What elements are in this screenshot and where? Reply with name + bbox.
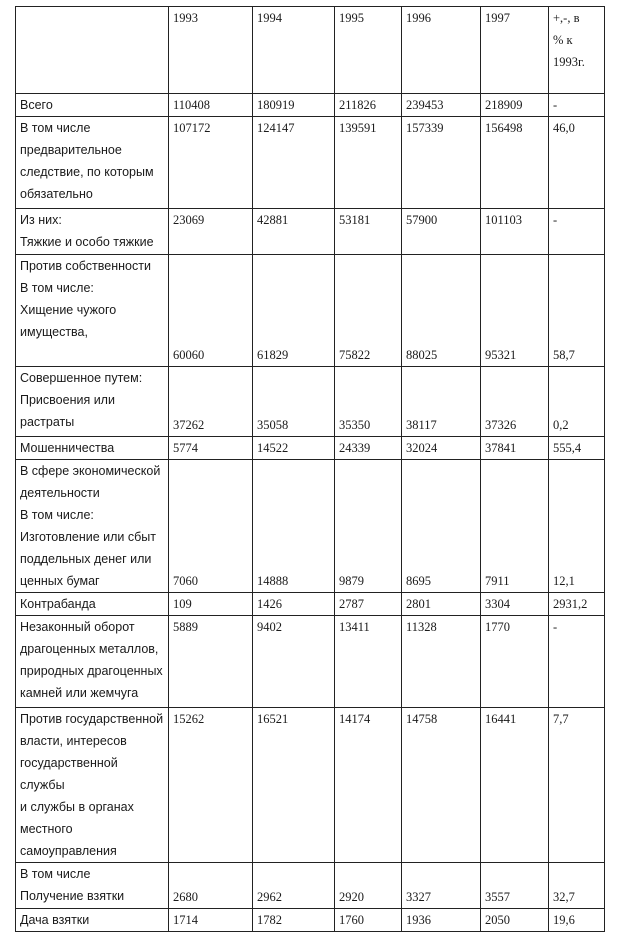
year-value-cell: 3327 xyxy=(402,863,481,909)
table-row xyxy=(16,255,605,367)
table-row xyxy=(16,437,605,460)
change-value-cell: 19,6 xyxy=(549,909,605,932)
row-label-line: В сфере экономической xyxy=(20,464,161,478)
row-label-cell xyxy=(16,367,169,437)
change-value-cell: 555,4 xyxy=(549,437,605,460)
year-header-1997: 1997 xyxy=(481,7,549,94)
year-value-cell: 2050 xyxy=(481,909,549,932)
row-label-line: Из них: xyxy=(20,213,62,227)
year-value-cell: 239453 xyxy=(402,94,481,117)
year-value-cell: 211826 xyxy=(335,94,402,117)
year-value-cell: 24339 xyxy=(335,437,402,460)
year-value-cell: 110408 xyxy=(169,94,253,117)
year-value-cell: 32024 xyxy=(402,437,481,460)
table-row xyxy=(16,367,605,437)
year-value-cell: 61829 xyxy=(253,255,335,367)
change-value-cell: 2931,2 xyxy=(549,593,605,616)
row-label-line: Контрабанда xyxy=(20,597,96,611)
year-value-cell: 42881 xyxy=(253,209,335,255)
row-label-line: государственной службы xyxy=(20,756,118,792)
year-value-cell: 7911 xyxy=(481,460,549,593)
row-label-cell xyxy=(16,593,169,616)
year-value-cell: 5774 xyxy=(169,437,253,460)
year-value-cell: 157339 xyxy=(402,117,481,209)
row-label-line: власти, интересов xyxy=(20,734,127,748)
row-label-line: самоуправления xyxy=(20,844,117,858)
change-header xyxy=(549,7,605,94)
row-label-line: Мошенничества xyxy=(20,441,115,455)
year-value-cell: 13411 xyxy=(335,616,402,708)
table-row xyxy=(16,460,605,593)
year-value-cell: 101103 xyxy=(481,209,549,255)
change-value-cell: 58,7 xyxy=(549,255,605,367)
year-value-cell: 156498 xyxy=(481,117,549,209)
row-label-line: следствие, по которым xyxy=(20,165,154,179)
year-value-cell: 124147 xyxy=(253,117,335,209)
year-value-cell: 2920 xyxy=(335,863,402,909)
row-label-cell xyxy=(16,863,169,909)
year-value-cell: 1936 xyxy=(402,909,481,932)
row-label-cell xyxy=(16,909,169,932)
table-row xyxy=(16,863,605,909)
row-label-line: Совершенное путем: xyxy=(20,371,143,385)
year-value-cell: 14888 xyxy=(253,460,335,593)
row-label-line: В том числе: xyxy=(20,281,94,295)
year-value-cell: 38117 xyxy=(402,367,481,437)
row-label-line: Тяжкие и особо тяжкие xyxy=(20,235,154,249)
year-value-cell: 2787 xyxy=(335,593,402,616)
change-header-line: 1993г. xyxy=(553,55,585,69)
row-label-line: Присвоения или xyxy=(20,393,115,407)
row-label-line: Против государственной xyxy=(20,712,164,726)
year-value-cell: 2801 xyxy=(402,593,481,616)
year-value-cell: 7060 xyxy=(169,460,253,593)
row-label-line: Всего xyxy=(20,98,53,112)
row-label-line: В том числе xyxy=(20,121,91,135)
table-row xyxy=(16,616,605,708)
row-label-line: ценных бумаг xyxy=(20,574,100,588)
table-row xyxy=(16,117,605,209)
change-value-cell: - xyxy=(549,94,605,117)
table-row xyxy=(16,708,605,863)
crime-statistics-table xyxy=(15,6,605,932)
row-label-line: растраты xyxy=(20,415,75,429)
row-label-line: деятельности xyxy=(20,486,100,500)
row-label-line: Хищение чужого xyxy=(20,303,117,317)
row-label-line: Изготовление или сбыт xyxy=(20,530,156,544)
year-value-cell: 2680 xyxy=(169,863,253,909)
year-value-cell: 1714 xyxy=(169,909,253,932)
row-label-line: В том числе xyxy=(20,867,91,881)
year-value-cell: 16521 xyxy=(253,708,335,863)
year-value-cell: 75822 xyxy=(335,255,402,367)
year-value-cell: 9879 xyxy=(335,460,402,593)
change-value-cell: 32,7 xyxy=(549,863,605,909)
row-label-line: предварительное xyxy=(20,143,122,157)
year-value-cell: 60060 xyxy=(169,255,253,367)
year-value-cell: 218909 xyxy=(481,94,549,117)
year-header-1993: 1993 xyxy=(169,7,253,94)
row-label-line: поддельных денег или xyxy=(20,552,152,566)
row-label-line: Получение взятки xyxy=(20,889,125,903)
row-label-cell xyxy=(16,209,169,255)
year-value-cell: 8695 xyxy=(402,460,481,593)
row-label-cell xyxy=(16,437,169,460)
year-value-cell: 107172 xyxy=(169,117,253,209)
year-value-cell: 16441 xyxy=(481,708,549,863)
year-value-cell: 9402 xyxy=(253,616,335,708)
table-body xyxy=(16,94,605,932)
year-value-cell: 11328 xyxy=(402,616,481,708)
year-value-cell: 37841 xyxy=(481,437,549,460)
change-header-line: % к xyxy=(553,33,573,47)
year-value-cell: 37326 xyxy=(481,367,549,437)
row-label-line: Дача взятки xyxy=(20,913,90,927)
change-header-line: +,-, в xyxy=(553,11,580,25)
row-label-cell xyxy=(16,94,169,117)
row-label-cell xyxy=(16,460,169,593)
year-value-cell: 1426 xyxy=(253,593,335,616)
year-value-cell: 14174 xyxy=(335,708,402,863)
header-label-cell xyxy=(16,7,169,94)
row-label-line: Против собственности xyxy=(20,259,151,273)
row-label-line: природных драгоценных xyxy=(20,664,163,678)
year-value-cell: 5889 xyxy=(169,616,253,708)
year-value-cell: 35350 xyxy=(335,367,402,437)
row-label-cell xyxy=(16,616,169,708)
year-value-cell: 109 xyxy=(169,593,253,616)
row-label-cell xyxy=(16,117,169,209)
year-header-1995: 1995 xyxy=(335,7,402,94)
table-row xyxy=(16,593,605,616)
change-value-cell: 46,0 xyxy=(549,117,605,209)
year-value-cell: 180919 xyxy=(253,94,335,117)
year-value-cell: 1760 xyxy=(335,909,402,932)
year-value-cell: 15262 xyxy=(169,708,253,863)
year-value-cell: 1770 xyxy=(481,616,549,708)
row-label-line: камней или жемчуга xyxy=(20,686,139,700)
row-label-line: В том числе: xyxy=(20,508,94,522)
change-value-cell: - xyxy=(549,616,605,708)
row-label-line: драгоценных металлов, xyxy=(20,642,159,656)
year-value-cell: 88025 xyxy=(402,255,481,367)
table-row xyxy=(16,909,605,932)
year-value-cell: 139591 xyxy=(335,117,402,209)
row-label-line: и службы в органах xyxy=(20,800,134,814)
year-value-cell: 57900 xyxy=(402,209,481,255)
year-value-cell: 14522 xyxy=(253,437,335,460)
row-label-line: Незаконный оборот xyxy=(20,620,135,634)
year-value-cell: 1782 xyxy=(253,909,335,932)
year-value-cell: 35058 xyxy=(253,367,335,437)
row-label-cell xyxy=(16,255,169,367)
year-value-cell: 23069 xyxy=(169,209,253,255)
table-row xyxy=(16,94,605,117)
change-value-cell: 12,1 xyxy=(549,460,605,593)
year-value-cell: 37262 xyxy=(169,367,253,437)
change-value-cell: 7,7 xyxy=(549,708,605,863)
year-value-cell: 3557 xyxy=(481,863,549,909)
row-label-line: имущества, xyxy=(20,325,88,339)
change-value-cell: 0,2 xyxy=(549,367,605,437)
row-label-line: местного xyxy=(20,822,73,836)
year-value-cell: 53181 xyxy=(335,209,402,255)
year-value-cell: 95321 xyxy=(481,255,549,367)
year-header-1994: 1994 xyxy=(253,7,335,94)
year-header-1996: 1996 xyxy=(402,7,481,94)
change-value-cell: - xyxy=(549,209,605,255)
table-header-row xyxy=(16,7,605,94)
row-label-line: обязательно xyxy=(20,187,93,201)
row-label-cell xyxy=(16,708,169,863)
year-value-cell: 3304 xyxy=(481,593,549,616)
year-value-cell: 14758 xyxy=(402,708,481,863)
table-row xyxy=(16,209,605,255)
year-value-cell: 2962 xyxy=(253,863,335,909)
